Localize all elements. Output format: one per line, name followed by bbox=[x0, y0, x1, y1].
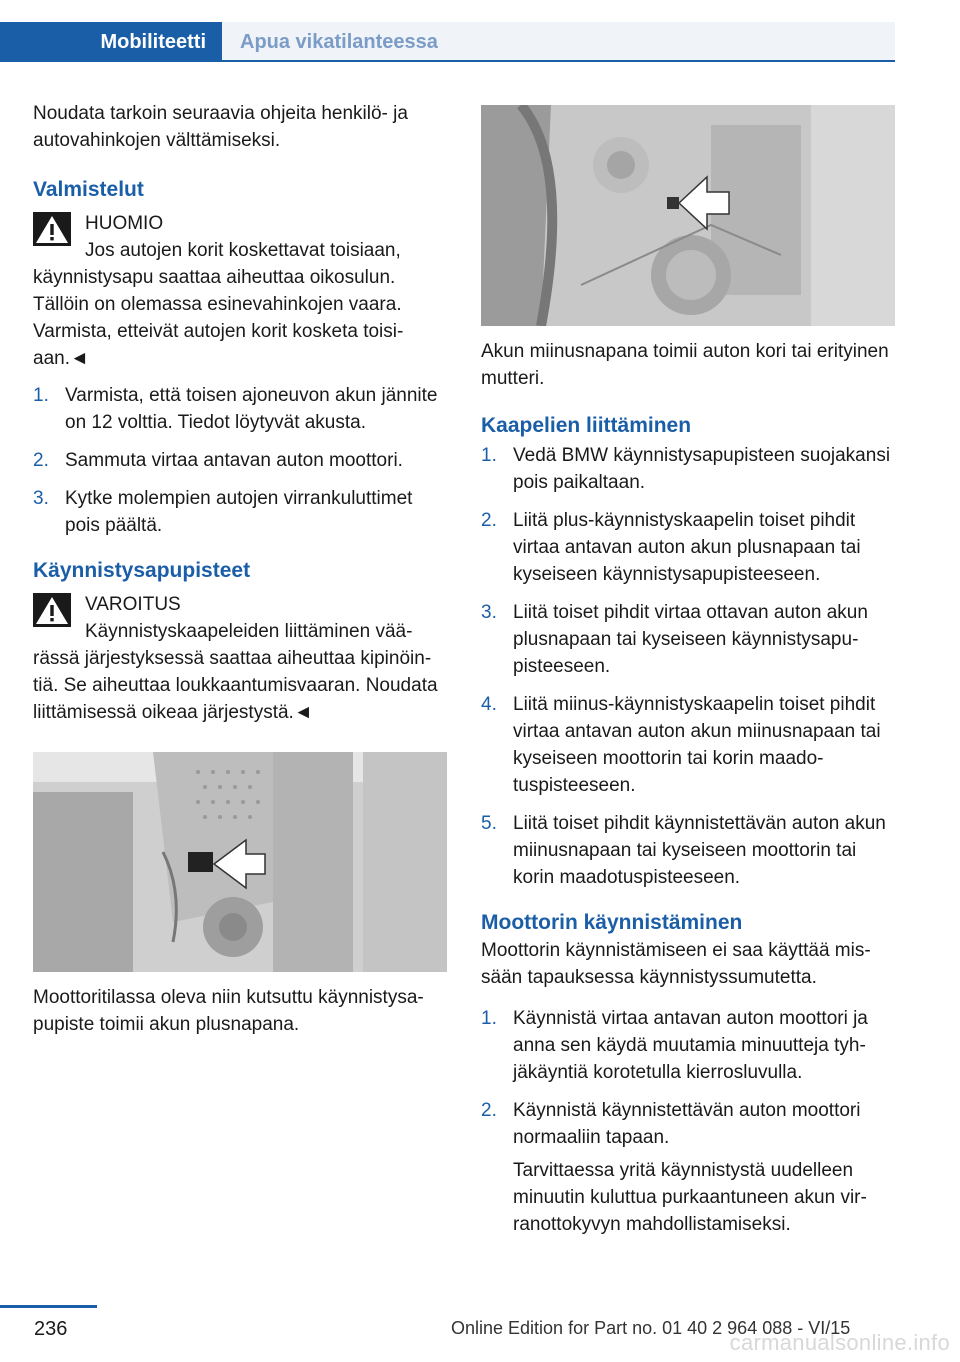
step-subtext: Tarvittaessa yritä käynnistystä uudelleen minuutin kuluttua purkaantuneen akun virranottokyvyn mahdollistamiseksi. bbox=[513, 1160, 867, 1235]
watermark: carmanualsonline.info bbox=[729, 1330, 950, 1355]
step-number: 1. bbox=[481, 445, 497, 466]
step-number: 4. bbox=[481, 694, 497, 715]
section-intro: Moottorin käynnistämiseen ei saa käyttää missään tapauksessa käynnistyssumutetta. bbox=[481, 940, 871, 988]
list-item bbox=[481, 810, 895, 891]
list-item bbox=[33, 447, 447, 474]
warning-triangle-icon bbox=[33, 212, 71, 246]
start-steps bbox=[481, 1005, 895, 1238]
step-text: Liitä toiset pihdit virtaa ottavan auton akun plusnapaan tai kyseiseen käynnistysapupisteeseen. bbox=[513, 602, 868, 677]
list-item bbox=[33, 485, 447, 539]
photo-caption-minus: Akun miinusnapana toimii auton kori tai erityinen mutteri. bbox=[481, 341, 889, 389]
preparation-steps bbox=[33, 382, 447, 539]
step-text: Vedä BMW käynnistysapupisteen suojakansi pois paikaltaan. bbox=[513, 445, 891, 493]
step-text: Kytke molempien autojen virrankuluttimet pois päältä. bbox=[65, 488, 413, 536]
warning-triangle-icon bbox=[33, 593, 71, 627]
step-number: 1. bbox=[33, 385, 49, 406]
footer-rule bbox=[0, 1305, 97, 1308]
section-title-valmistelut: Valmistelut bbox=[33, 178, 144, 201]
step-text: Käynnistä käynnistettävän auton moottori normaaliin tapaan. bbox=[513, 1100, 861, 1148]
section-title-moottorin-kaynnistaminen: Moottorin käynnistäminen bbox=[481, 911, 743, 934]
tab-apua-vikatilanteessa[interactable]: Apua vikatilanteessa bbox=[222, 22, 895, 62]
step-number: 2. bbox=[481, 1100, 497, 1121]
page-header bbox=[0, 0, 895, 62]
step-text: Liitä toiset pihdit käynnistettävän auton akun miinusnapaan tai kyseiseen moottorin tai korin maadotuspisteeseen. bbox=[513, 813, 886, 888]
intro-text: Noudata tarkoin seuraavia ohjeita henkilö- ja autovahinkojen välttämiseksi. bbox=[33, 103, 408, 151]
step-number: 2. bbox=[33, 450, 49, 471]
photo-caption-plus: Moottoritilassa oleva niin kutsuttu käynnistysapupiste toimii akun plusnapana. bbox=[33, 987, 424, 1035]
step-number: 2. bbox=[481, 510, 497, 531]
list-item bbox=[33, 382, 447, 436]
list-item bbox=[481, 507, 895, 588]
header-rule bbox=[0, 60, 895, 62]
page-number: 236 bbox=[34, 1318, 68, 1340]
step-number: 1. bbox=[481, 1008, 497, 1029]
edition-info: Online Edition for Part no. 01 40 2 964 088 - VI/15 bbox=[451, 1318, 851, 1338]
left-column bbox=[33, 100, 447, 1038]
step-number: 5. bbox=[481, 813, 497, 834]
engine-bay-photo-plus bbox=[33, 752, 447, 972]
section-title-kaynnistysapupisteet: Käynnistysapupisteet bbox=[33, 559, 251, 582]
step-text: Käynnistä virtaa antavan auton moottori ja anna sen käydä muutamia minuutteja tyhjäkäyntiä korotetulla kierrosluvulla. bbox=[513, 1008, 868, 1083]
step-number: 3. bbox=[33, 488, 49, 509]
step-text: Liitä miinus-käynnistyskaapelin toiset pihdit virtaa antavan auton akun miinusnapaan tai kyseiseen moottorin tai korin maadotuspisteeseen. bbox=[513, 694, 881, 796]
step-text: Sammuta virtaa antavan auton moottori. bbox=[65, 450, 403, 471]
list-item bbox=[481, 1097, 895, 1238]
connection-steps bbox=[481, 442, 895, 891]
list-item bbox=[481, 442, 895, 496]
step-text: Varmista, että toisen ajoneuvon akun jännite on 12 volttia. Tiedot löytyvät akusta. bbox=[65, 385, 438, 433]
notice-box bbox=[33, 210, 447, 372]
step-text: Liitä plus-käynnistyskaapelin toiset pihdit virtaa antavan auton akun plusnapaan tai kyseiseen käynnistysapupisteeseen. bbox=[513, 510, 861, 585]
notice-title: HUOMIO bbox=[85, 213, 164, 234]
right-column bbox=[481, 100, 895, 1249]
warning-title: VAROITUS bbox=[85, 594, 181, 615]
list-item bbox=[481, 691, 895, 799]
warning-text: Käynnistyskaapeleiden liittäminen väärässä järjestyksessä saattaa aiheuttaa kipinöintiä. Se aiheuttaa loukkaantumisvaaran. Noudata liittämisessä oikeaa järjestystä.◄ bbox=[33, 621, 438, 723]
list-item bbox=[481, 599, 895, 680]
tab-mobiliteetti[interactable]: Mobiliteetti bbox=[0, 22, 222, 62]
notice-text: Jos autojen korit koskettavat toisiaan, käynnistysapu saattaa aiheuttaa oikosulun. Tällöin on olemassa esinevahinkojen vaara. Varmista, etteivät autojen korit kosketa toisiaan.◄ bbox=[33, 240, 404, 369]
section-title-kaapelien-liittaminen: Kaapelien liittäminen bbox=[481, 414, 692, 437]
engine-bay-photo-minus bbox=[481, 105, 895, 326]
step-number: 3. bbox=[481, 602, 497, 623]
list-item bbox=[481, 1005, 895, 1086]
warning-box bbox=[33, 591, 447, 726]
